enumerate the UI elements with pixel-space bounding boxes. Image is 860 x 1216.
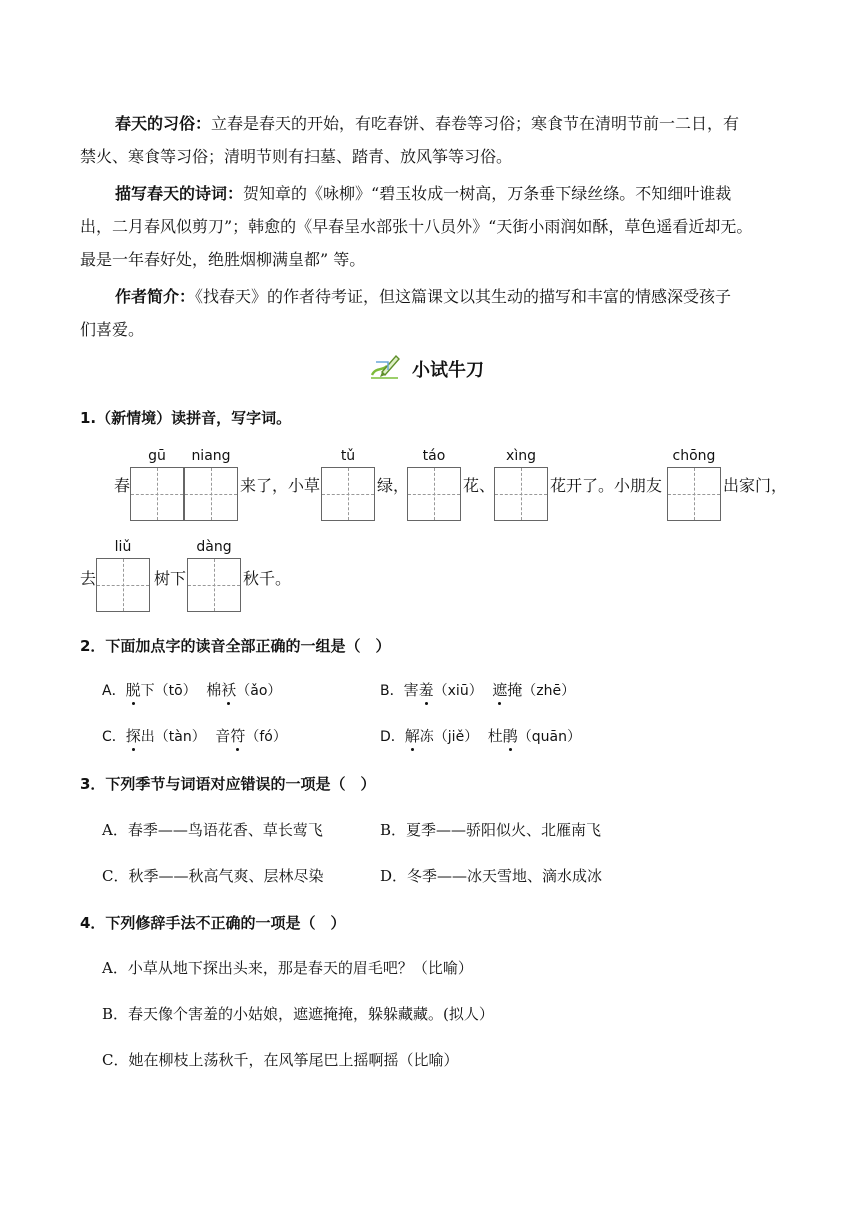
q1-text-6: 出家门， [723,476,788,495]
q1-text-2: 来了，小草 [240,476,321,495]
q1-pinyin-6: liǔ [114,539,132,555]
write-box-7[interactable] [96,558,150,612]
q1-text-1: 春 [114,476,131,495]
q1-pinyin-4: xìng [506,448,536,464]
q2-d-label: D． [380,729,405,745]
q2-d-reading-2: （quān） [517,729,581,745]
poem-line-1 [115,177,731,210]
q1-text-8: 树下 [154,569,187,588]
q2-option-b [380,679,575,700]
poem-label: 描写春天的诗词： [115,184,244,203]
q2-d-dotted-2: 鹃 [502,727,518,745]
q2-option-a [102,679,281,700]
author-line-1 [115,280,731,313]
q2-c-reading-2: （fó） [245,729,287,745]
q2-a-dotted-2: 袄 [221,681,237,699]
q3-option-a: A．春季——鸟语花香、草长莺飞 [102,821,323,839]
q2-a-label: A． [102,683,126,699]
q2-d-dotted-1: 解 [404,727,420,745]
q2-c-reading-1: 出（tàn） [140,729,206,745]
q2-c-char-2: 音 [215,727,231,745]
q4-option-c: C．她在柳枝上荡秋千，在风筝尾巴上摇啊摇（比喻） [102,1051,459,1069]
q1-text-3: 绿， [377,476,410,495]
q1-pinyin-1b: niang [191,448,231,464]
q1-pinyin-3: táo [422,448,446,464]
q2-d-char-2: 杜 [487,727,503,745]
customs-line-1 [115,107,739,140]
section-title: 小试牛刀 [412,360,484,381]
poem-text-1: 贺知章的《咏柳》“碧玉妆成一树高，万条垂下绿丝绦。不知细叶谁裁 [243,184,732,203]
q4-option-a: A．小草从地下探出头来，那是春天的眉毛吧？（比喻） [102,959,473,977]
poem-text-2: 出，二月春风似剪刀”；韩愈的《早春呈水部张十八员外》“天街小雨润如酥，草色遥看近却无。 [80,217,753,236]
q2-c-label: C． [102,729,126,745]
q1-text-7: 去 [80,569,97,588]
write-box-5[interactable] [494,467,548,521]
q3-option-c: C．秋季——秋高气爽、层林尽染 [102,867,324,885]
write-box-1[interactable] [130,467,184,521]
q2-a-dotted-1: 脱 [125,681,141,699]
q1-pinyin-5: chōng [672,448,716,464]
q2-a-char-2: 棉 [206,681,222,699]
q1-text-5: 花开了。小朋友 [550,476,663,495]
q2-b-char-4: 掩 [507,681,523,699]
q1-text-4: 花、 [463,476,496,495]
q2-b-reading-1: （xiū） [433,683,483,699]
q2-c-dotted-2: 符 [230,727,246,745]
q2-b-label: B． [380,683,404,699]
q1-title: 1.（新情境）读拼音，写字词。 [80,409,292,427]
q4-title: 4．下列修辞手法不正确的一项是（ ） [80,914,346,932]
q2-b-dotted-1: 羞 [418,681,434,699]
q2-a-reading-2: （ǎo） [236,683,282,699]
write-box-6[interactable] [667,467,721,521]
q2-option-c [102,725,287,746]
author-text-2: 们喜爱。 [80,320,145,339]
q2-c-dotted-1: 探 [125,727,141,745]
q1-pinyin-2: tǔ [340,448,356,464]
write-box-3[interactable] [321,467,375,521]
q3-option-b: B．夏季——骄阳似火、北雁南飞 [380,821,602,839]
customs-label: 春天的习俗： [115,114,212,133]
q2-b-dotted-2: 遮 [492,681,508,699]
poem-text-3: 最是一年春好处，绝胜烟柳满皇都” 等。 [80,250,366,269]
q3-title: 3．下列季节与词语对应错误的一项是（ ） [80,775,376,793]
q3-option-d: D．冬季——冰天雪地、滴水成冰 [380,867,603,885]
q1-pinyin-1a: gū [148,448,166,464]
q1-text-9: 秋千。 [243,569,292,588]
customs-text-1: 立春是春天的开始，有吃春饼、春卷等习俗；寒食节在清明节前一二日，有 [211,114,740,133]
q2-d-reading-1: 冻（jiě） [419,729,479,745]
pen-writing-icon [368,350,402,384]
q1-pinyin-7: dàng [196,539,232,555]
q2-b-reading-2: （zhē） [522,683,576,699]
write-box-2[interactable] [184,467,238,521]
write-box-4[interactable] [407,467,461,521]
customs-text-2: 禁火、寒食等习俗；清明节则有扫墓、踏青、放风筝等习俗。 [80,147,513,166]
author-label: 作者简介： [115,287,196,306]
q2-title: 2．下面加点字的读音全部正确的一组是（ ） [80,637,391,655]
author-text-1: 《找春天》的作者待考证，但这篇课文以其生动的描写和丰富的情感深受孩子 [195,287,732,306]
q2-a-reading-1: 下（tō） [140,683,197,699]
q2-option-d [380,725,581,746]
write-box-8[interactable] [187,558,241,612]
q4-option-b: B．春天像个害羞的小姑娘，遮遮掩掩，躲躲藏藏。(拟人） [102,1005,494,1023]
q2-b-char-1: 害 [403,681,419,699]
